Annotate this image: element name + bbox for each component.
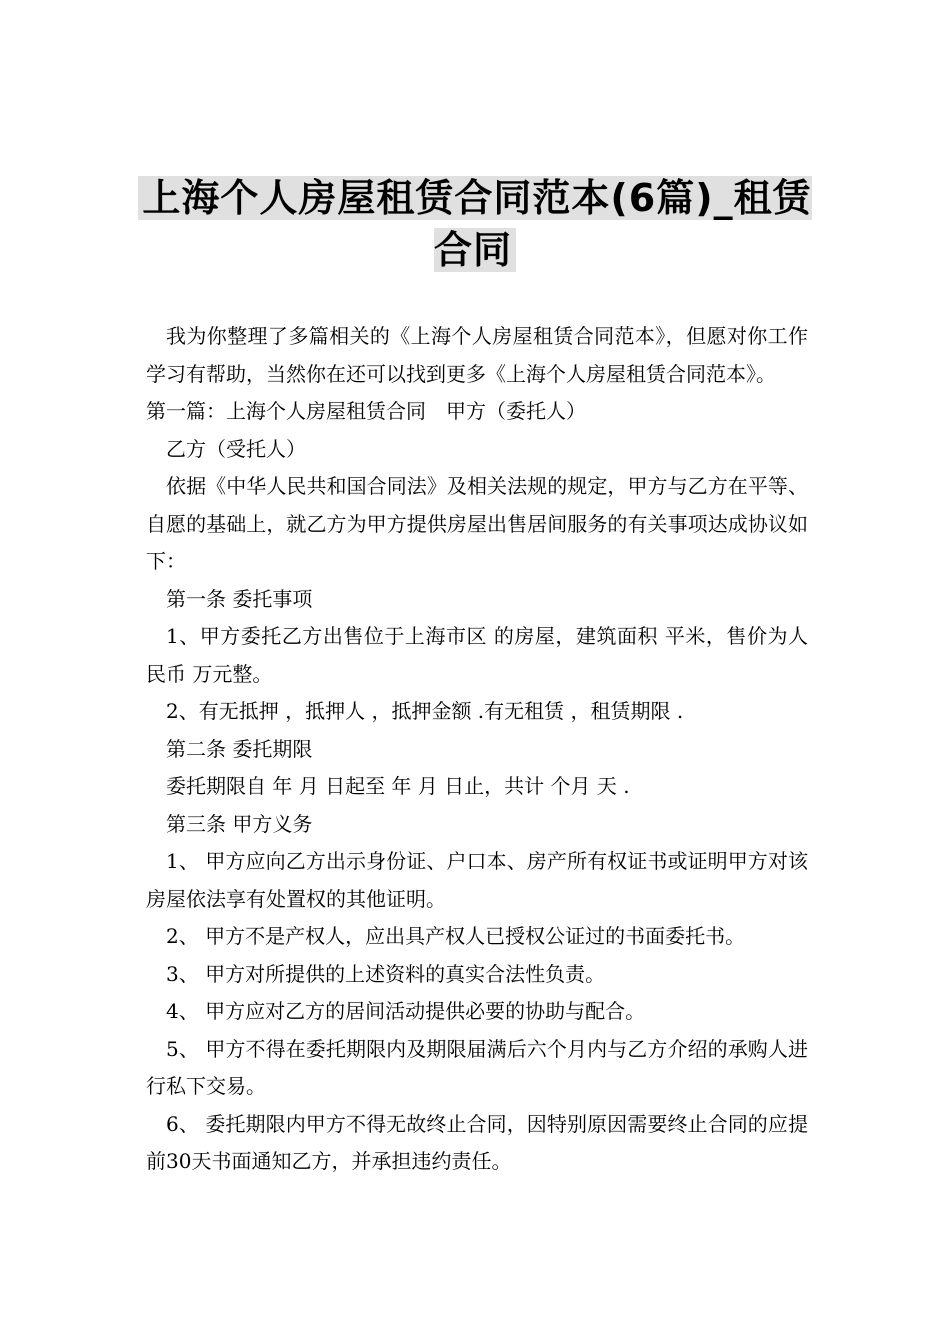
document-title — [120, 172, 830, 276]
article-3-item-6: 6、 委托期限内甲方不得无故终止合同，因特别原因需要终止合同的应提前30天书面通知乙方，并承担违约责任。 — [146, 1111, 808, 1173]
intro-paragraph: 我为你整理了多篇相关的《上海个人房屋租赁合同范本》，但愿对你工作学习有帮助，当然你在还可以找到更多《上海个人房屋租赁合同范本》。 — [146, 324, 808, 386]
article-3-item-3: 3、 甲方对所提供的上述资料的真实合法性负责。 — [166, 961, 606, 986]
article-1-item-1: 1、甲方委托乙方出售位于上海市区 的房屋，建筑面积 平米，售价为人民币 万元整。 — [146, 624, 808, 686]
article-3-item-2: 2、 甲方不是产权人，应出具产权人已授权公证过的书面委托书。 — [166, 924, 746, 948]
article-1-item-2: 2、有无抵押 ，抵押人 ，抵押金额 .有无租赁 ，租赁期限 . — [166, 699, 684, 723]
article-3-item-5: 5、 甲方不得在委托期限内及期限届满后六个月内与乙方介绍的承购人进行私下交易。 — [146, 1036, 808, 1098]
section-heading-first: 第一篇：上海个人房屋租赁合同 甲方（委托人） — [146, 399, 586, 423]
document-title-text: 上海个人房屋租赁合同范本(6篇)_租赁合同 — [138, 176, 811, 272]
document-body — [146, 318, 808, 1181]
article-2-heading: 第二条 委托期限 — [166, 736, 313, 761]
party-b-line: 乙方（受托人） — [166, 436, 306, 461]
article-3-item-1: 1、 甲方应向乙方出示身份证、户口本、房产所有权证书或证明甲方对该房屋依法享有处置权的其他证明。 — [146, 849, 808, 911]
article-2-body: 委托期限自 年 月 日起至 年 月 日止，共计 个月 天 . — [166, 774, 630, 798]
article-1-heading: 第一条 委托事项 — [166, 586, 313, 611]
basis-paragraph: 依据《中华人民共和国合同法》及相关法规的规定，甲方与乙方在平等、自愿的基础上，就乙方为甲方提供房屋出售居间服务的有关事项达成协议如下： — [146, 474, 808, 573]
article-3-heading: 第三条 甲方义务 — [166, 811, 313, 836]
article-3-item-4: 4、 甲方应对乙方的居间活动提供必要的协助与配合。 — [166, 999, 646, 1023]
